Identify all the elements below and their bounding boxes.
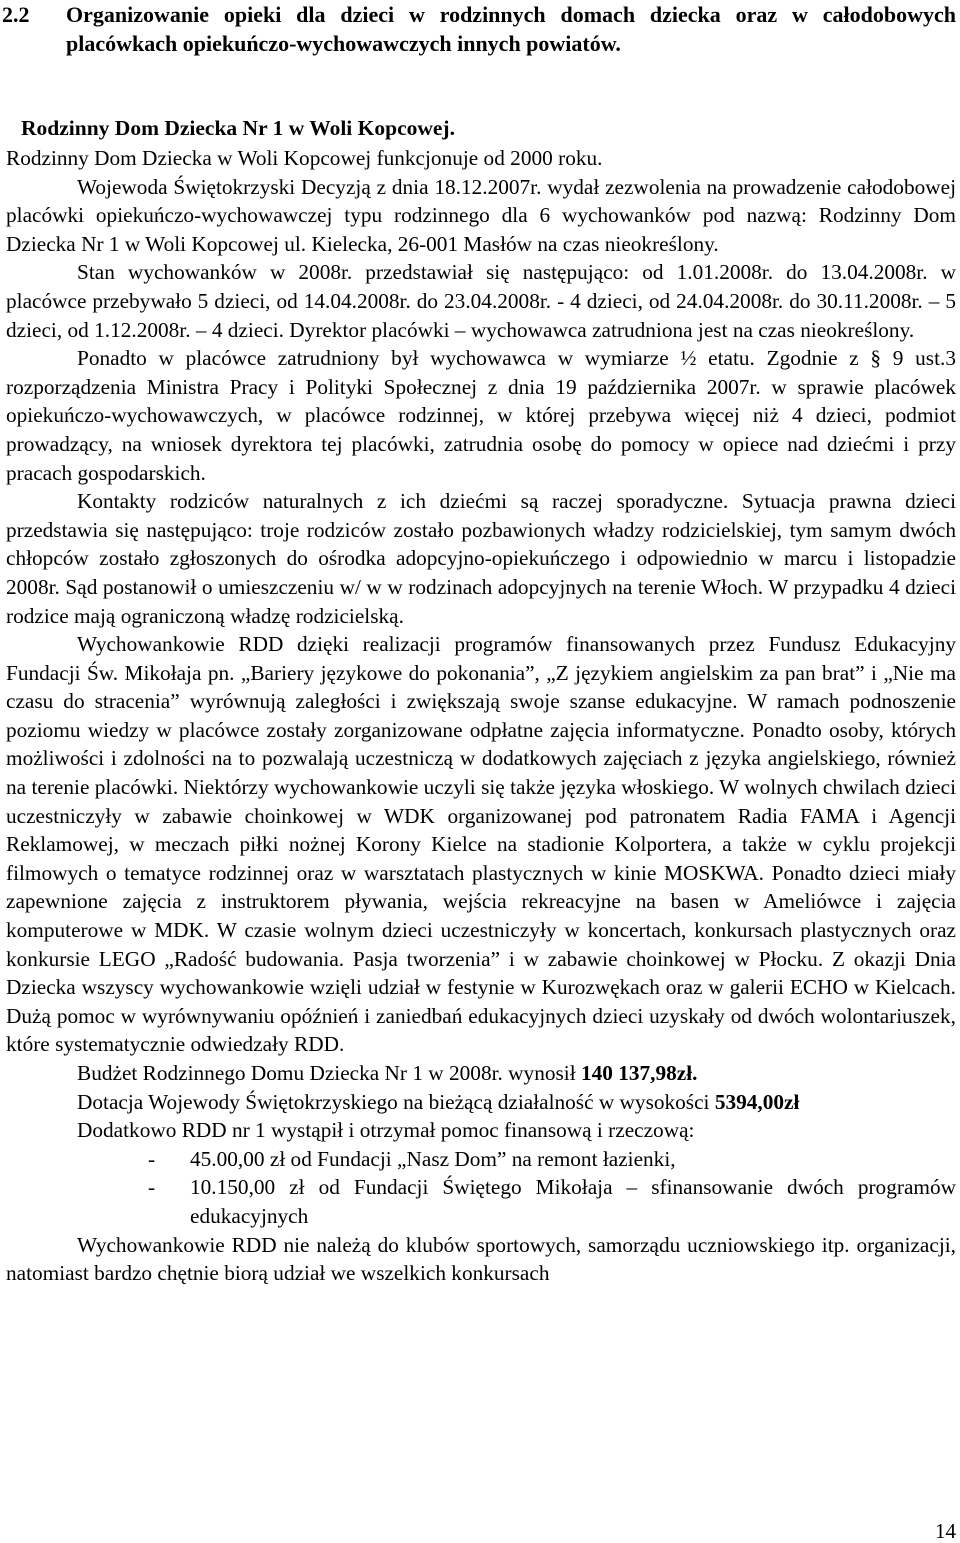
- budget-line: [6, 1059, 956, 1088]
- page-number: 14: [935, 1519, 956, 1543]
- list-item: [6, 1173, 956, 1230]
- list-item-text: 10.150,00 zł od Fundacji Świętego Mikołaja – sfinansowanie dwóch programów edukacyjnych: [190, 1175, 956, 1228]
- list-item-text: 45.00,00 zł od Fundacji „Nasz Dom” na remont łazienki,: [190, 1146, 676, 1171]
- budget-amount: 140 137,98zł.: [580, 1061, 698, 1085]
- paragraph-intro: Rodzinny Dom Dziecka w Woli Kopcowej funkcjonuje od 2000 roku.: [6, 146, 603, 170]
- subsidy-amount: 5394,00zł: [714, 1089, 800, 1114]
- paragraph-education: Wychowankowie RDD dzięki realizacji programów finansowanych przez Fundusz Edukacyjny Fundacji Św. Mikołaja pn. „Bariery językowe do pokonania”, „Z językiem angielskim za pan brat” i „Nie ma czasu do stracenia” wyrównują zaległości i zwiększają swoje szanse edukacyjne. W ramach podnoszenie poziomu wiedzy w placówce zostały zorganizowane odpłatne zajęcia informatyczne. Ponadto osoby, których możliwości i zdolności na to pozwalają uczestniczą w dodatkowych zajęciach z języka angielskiego, również na terenie placówki. Niektórzy wychowankowie uczyli się także języka włoskiego. W wolnych chwilach dzieci uczestniczyły w zabawie choinkowej w WDK organizowanej pod patronatem Radia FAMA i Agencji Reklamowej, w meczach piłki nożnej Korony Kielce na stadionie Kolportera, a także w cyklu projekcji filmowych o tematyce rodzinnej oraz w warsztatach plastycznych w kinie MOSKWA. Ponadto dzieci miały zapewnione zajęcia z instruktorem pływania, wejścia rekreacyjne na basen w Ameliówce i zajęcia komputerowe w MDK. W czasie wolnym dzieci uczestniczyły w koncertach, konkursach plastycznych oraz konkursie LEGO „Radość budowania. Pasja tworzenia” i w zabawie choinkowej w Płocku. Z okazji Dnia Dziecka wszyscy wychowankowie wzięli udział w festynie w Kurozwękach oraz w galerii ECHO w Kielcach. Dużą pomoc w wyrównywaniu opóźnień i zaniedbań edukacyjnych dzieci uzyskały od dwóch wolontariuszek, które systematycznie odwiedzały RDD.: [6, 632, 956, 1057]
- section-heading: [0, 0, 956, 58]
- section-title: Organizowanie opieki dla dzieci w rodzinnych domach dziecka oraz w całodobowych placówkach opiekuńczo-wychowawczych innych powiatów.: [66, 2, 956, 56]
- paragraph-closing: Wychowankowie RDD nie należą do klubów sportowych, samorządu uczniowskiego itp. organizacji, natomiast bardzo chętnie biorą udział we wszelkich konkursach: [6, 1232, 956, 1286]
- section-number: 2.2: [2, 2, 30, 27]
- budget-label: Budżet Rodzinnego Domu Dziecka Nr 1 w 2008r. wynosił: [77, 1061, 576, 1085]
- paragraph-contacts: Kontakty rodziców naturalnych z ich dziećmi są raczej sporadyczne. Sytuacja prawna dzieci przedstawia się następująco: troje rodziców zostało pozbawionych władzy rodzicielskiej, tym samym dwóch chłopców zostało zgłoszonych do ośrodka adopcyjno-opiekuńczego i odpowiednio w marcu i listopadzie 2008r. Sąd postanowił o umieszczeniu w/ w w rodzinach adopcyjnych na terenie Włoch. W przypadku 4 dzieci rodzice mają ograniczoną władzę rodzicielską.: [6, 489, 956, 628]
- subheading: Rodzinny Dom Dziecka Nr 1 w Woli Kopcowej.: [21, 116, 455, 140]
- document-body: [6, 144, 956, 1288]
- paragraph-staff: Ponadto w placówce zatrudniony był wychowawca w wymiarze ½ etatu. Zgodnie z § 9 ust.3 rozporządzenia Ministra Pracy i Polityki Społecznej z dnia 19 października 2007r. w sprawie placówek opiekuńczo-wychowawczych, w placówce rodzinnej, w której przebywa więcej niż 4 dzieci, podmiot prowadzący, na wniosek dyrektora tej placówki, zatrudnia osobę do pomocy w opiece nad dziećmi i przy pracach gospodarskich.: [6, 346, 956, 485]
- paragraph-decision: Wojewoda Świętokrzyski Decyzją z dnia 18.12.2007r. wydał zezwolenia na prowadzenie całodobowej placówki opiekuńczo-wychowawczej typu rodzinnego dla 6 wychowanków pod nazwą: Rodzinny Dom Dziecka Nr 1 w Woli Kopcowej ul. Kielecka, 26-001 Masłów na czas nieokreślony.: [6, 174, 956, 256]
- list-dash: -: [148, 1146, 156, 1171]
- aid-list: [6, 1145, 956, 1231]
- subsidy-label: Dotacja Wojewody Świętokrzyskiego na bieżącą działalność w wysokości: [77, 1089, 710, 1114]
- list-item: [6, 1145, 956, 1174]
- subsidy-line: [6, 1088, 956, 1117]
- additional-aid: Dodatkowo RDD nr 1 wystąpił i otrzymał pomoc finansową i rzeczową:: [77, 1118, 695, 1143]
- list-dash: -: [148, 1175, 156, 1200]
- paragraph-residents: Stan wychowanków w 2008r. przedstawiał się następująco: od 1.01.2008r. do 13.04.2008r. w placówce przebywało 5 dzieci, od 14.04.2008r. do 23.04.2008r. - 4 dzieci, od 24.04.2008r. do 30.11.2008r. – 5 dzieci, od 1.12.2008r. – 4 dzieci. Dyrektor placówki – wychowawca zatrudniona jest na czas nieokreślony.: [6, 260, 956, 342]
